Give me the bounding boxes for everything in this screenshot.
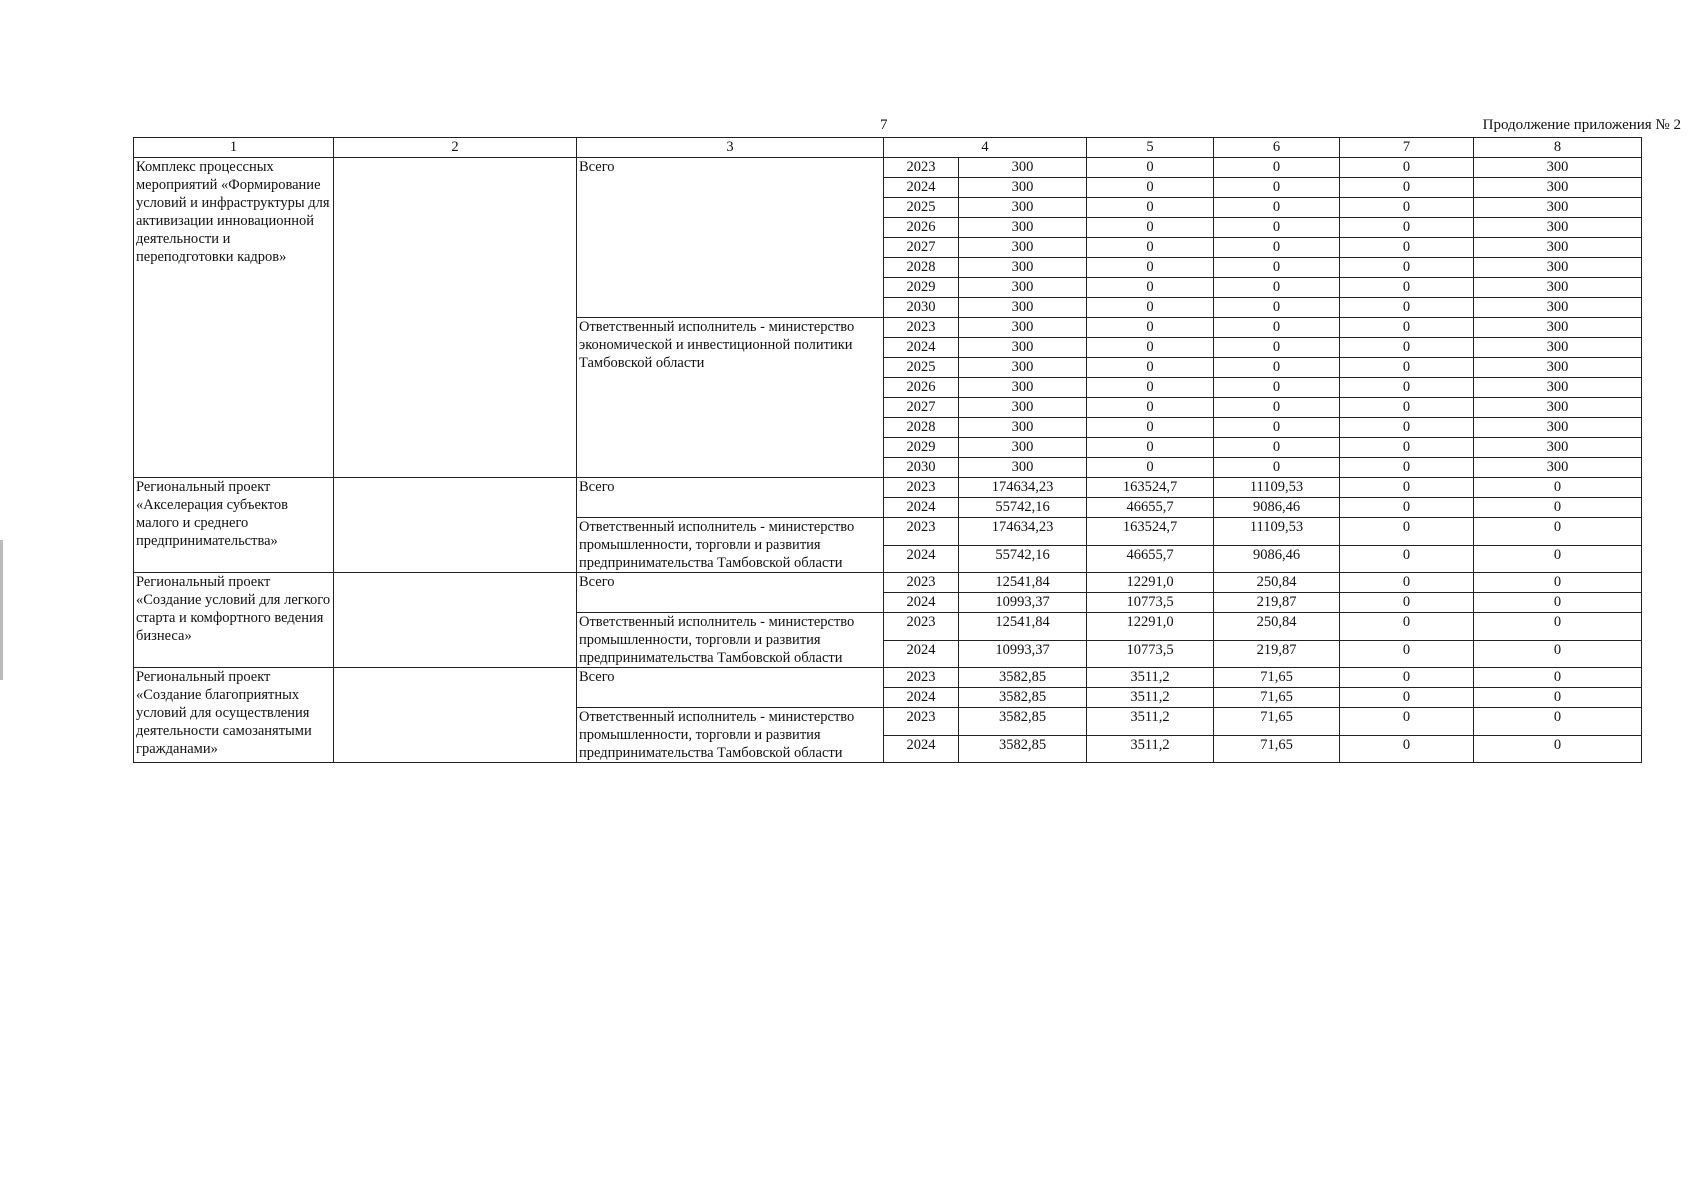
col8-value-cell: 0 <box>1474 735 1642 763</box>
col4-total-cell: 3582,85 <box>959 708 1087 736</box>
col4-total-cell: 300 <box>959 278 1087 298</box>
year-cell: 2023 <box>884 573 959 593</box>
col5-value-cell: 12291,0 <box>1087 613 1214 641</box>
col4-total-cell: 300 <box>959 238 1087 258</box>
col5-value-cell: 0 <box>1087 398 1214 418</box>
col6-value-cell: 11109,53 <box>1214 478 1340 498</box>
col7-value-cell: 0 <box>1340 458 1474 478</box>
col7-value-cell: 0 <box>1340 358 1474 378</box>
column-2-cell <box>334 668 577 763</box>
table-row <box>134 478 1642 498</box>
column-number-header <box>134 138 1642 158</box>
col6-value-cell: 0 <box>1214 278 1340 298</box>
col4-total-cell: 3582,85 <box>959 688 1087 708</box>
col5-value-cell: 10773,5 <box>1087 593 1214 613</box>
col6-value-cell: 71,65 <box>1214 735 1340 763</box>
col6-value-cell: 71,65 <box>1214 688 1340 708</box>
col6-value-cell: 71,65 <box>1214 708 1340 736</box>
year-cell: 2028 <box>884 258 959 278</box>
year-cell: 2029 <box>884 438 959 458</box>
col6-value-cell: 219,87 <box>1214 640 1340 668</box>
col6-value-cell: 0 <box>1214 198 1340 218</box>
col6-value-cell: 0 <box>1214 298 1340 318</box>
col8-value-cell: 0 <box>1474 593 1642 613</box>
col7-value-cell: 0 <box>1340 218 1474 238</box>
col5-value-cell: 0 <box>1087 358 1214 378</box>
header-row <box>134 138 1642 158</box>
col8-value-cell: 0 <box>1474 545 1642 573</box>
year-cell: 2030 <box>884 458 959 478</box>
col7-value-cell: 0 <box>1340 198 1474 218</box>
col7-value-cell: 0 <box>1340 498 1474 518</box>
col6-value-cell: 71,65 <box>1214 668 1340 688</box>
col6-value-cell: 219,87 <box>1214 593 1340 613</box>
header-col-8: 8 <box>1474 138 1642 158</box>
col6-value-cell: 0 <box>1214 318 1340 338</box>
col6-value-cell: 250,84 <box>1214 613 1340 641</box>
col8-value-cell: 300 <box>1474 298 1642 318</box>
col4-total-cell: 300 <box>959 318 1087 338</box>
col8-value-cell: 0 <box>1474 708 1642 736</box>
col6-value-cell: 0 <box>1214 338 1340 358</box>
program-name-cell: Комплекс процессных мероприятий «Формирование условий и инфраструктуры для активизации инновационной деятельности и переподготовки кадров» <box>134 158 334 478</box>
col7-value-cell: 0 <box>1340 708 1474 736</box>
col4-total-cell: 3582,85 <box>959 668 1087 688</box>
col5-value-cell: 3511,2 <box>1087 708 1214 736</box>
col5-value-cell: 163524,7 <box>1087 518 1214 546</box>
col5-value-cell: 46655,7 <box>1087 498 1214 518</box>
funding-source-cell: Всего <box>577 573 884 613</box>
year-cell: 2026 <box>884 218 959 238</box>
funding-source-cell: Ответственный исполнитель - министерство промышленности, торговли и развития предпринимательства Тамбовской области <box>577 518 884 573</box>
col8-value-cell: 300 <box>1474 318 1642 338</box>
col8-value-cell: 0 <box>1474 518 1642 546</box>
year-cell: 2024 <box>884 545 959 573</box>
col4-total-cell: 300 <box>959 298 1087 318</box>
header-col-4: 4 <box>884 138 1087 158</box>
col4-total-cell: 300 <box>959 258 1087 278</box>
col8-value-cell: 300 <box>1474 238 1642 258</box>
col5-value-cell: 10773,5 <box>1087 640 1214 668</box>
col7-value-cell: 0 <box>1340 438 1474 458</box>
col7-value-cell: 0 <box>1340 573 1474 593</box>
year-cell: 2024 <box>884 640 959 668</box>
year-cell: 2023 <box>884 613 959 641</box>
year-cell: 2024 <box>884 593 959 613</box>
col6-value-cell: 0 <box>1214 398 1340 418</box>
col6-value-cell: 9086,46 <box>1214 545 1340 573</box>
col7-value-cell: 0 <box>1340 278 1474 298</box>
col8-value-cell: 300 <box>1474 438 1642 458</box>
col7-value-cell: 0 <box>1340 258 1474 278</box>
year-cell: 2023 <box>884 708 959 736</box>
col6-value-cell: 9086,46 <box>1214 498 1340 518</box>
column-2-cell <box>334 573 577 668</box>
funding-source-cell: Всего <box>577 478 884 518</box>
col8-value-cell: 0 <box>1474 613 1642 641</box>
budget-table <box>133 137 1642 763</box>
col5-value-cell: 0 <box>1087 418 1214 438</box>
col5-value-cell: 46655,7 <box>1087 545 1214 573</box>
col4-total-cell: 10993,37 <box>959 640 1087 668</box>
col5-value-cell: 0 <box>1087 258 1214 278</box>
year-cell: 2024 <box>884 178 959 198</box>
col4-total-cell: 3582,85 <box>959 735 1087 763</box>
col4-total-cell: 55742,16 <box>959 545 1087 573</box>
col7-value-cell: 0 <box>1340 668 1474 688</box>
col8-value-cell: 300 <box>1474 358 1642 378</box>
col7-value-cell: 0 <box>1340 640 1474 668</box>
column-2-cell <box>334 478 577 573</box>
col7-value-cell: 0 <box>1340 318 1474 338</box>
col4-total-cell: 300 <box>959 418 1087 438</box>
col6-value-cell: 0 <box>1214 358 1340 378</box>
col8-value-cell: 300 <box>1474 338 1642 358</box>
col7-value-cell: 0 <box>1340 178 1474 198</box>
col5-value-cell: 0 <box>1087 438 1214 458</box>
column-2-cell <box>334 158 577 478</box>
col8-value-cell: 0 <box>1474 573 1642 593</box>
year-cell: 2023 <box>884 668 959 688</box>
col4-total-cell: 300 <box>959 398 1087 418</box>
year-cell: 2023 <box>884 518 959 546</box>
col5-value-cell: 0 <box>1087 158 1214 178</box>
col7-value-cell: 0 <box>1340 613 1474 641</box>
funding-source-cell: Всего <box>577 158 884 318</box>
header-col-2: 2 <box>334 138 577 158</box>
col8-value-cell: 300 <box>1474 258 1642 278</box>
col8-value-cell: 0 <box>1474 498 1642 518</box>
header-col-1: 1 <box>134 138 334 158</box>
col4-total-cell: 300 <box>959 198 1087 218</box>
col5-value-cell: 0 <box>1087 218 1214 238</box>
col7-value-cell: 0 <box>1340 298 1474 318</box>
col5-value-cell: 3511,2 <box>1087 735 1214 763</box>
funding-source-cell: Ответственный исполнитель - министерство промышленности, торговли и развития предпринимательства Тамбовской области <box>577 708 884 763</box>
col5-value-cell: 0 <box>1087 378 1214 398</box>
program-name-cell: Региональный проект «Акселерация субъектов малого и среднего предпринимательства» <box>134 478 334 573</box>
col6-value-cell: 0 <box>1214 418 1340 438</box>
col5-value-cell: 0 <box>1087 338 1214 358</box>
col7-value-cell: 0 <box>1340 518 1474 546</box>
header-col-7: 7 <box>1340 138 1474 158</box>
col8-value-cell: 300 <box>1474 398 1642 418</box>
col7-value-cell: 0 <box>1340 398 1474 418</box>
col4-total-cell: 174634,23 <box>959 518 1087 546</box>
col8-value-cell: 300 <box>1474 458 1642 478</box>
col8-value-cell: 300 <box>1474 218 1642 238</box>
funding-source-cell: Всего <box>577 668 884 708</box>
col7-value-cell: 0 <box>1340 735 1474 763</box>
col6-value-cell: 0 <box>1214 458 1340 478</box>
program-name-cell: Региональный проект «Создание благоприятных условий для осуществления деятельности самозанятыми гражданами» <box>134 668 334 763</box>
col4-total-cell: 174634,23 <box>959 478 1087 498</box>
header-col-3: 3 <box>577 138 884 158</box>
table-row <box>134 158 1642 178</box>
table-row <box>134 573 1642 593</box>
header-col-6: 6 <box>1214 138 1340 158</box>
col5-value-cell: 0 <box>1087 318 1214 338</box>
col6-value-cell: 0 <box>1214 258 1340 278</box>
col4-total-cell: 300 <box>959 218 1087 238</box>
year-cell: 2027 <box>884 398 959 418</box>
col5-value-cell: 3511,2 <box>1087 688 1214 708</box>
col7-value-cell: 0 <box>1340 238 1474 258</box>
col5-value-cell: 0 <box>1087 278 1214 298</box>
year-cell: 2024 <box>884 338 959 358</box>
funding-source-cell: Ответственный исполнитель - министерство промышленности, торговли и развития предпринимательства Тамбовской области <box>577 613 884 668</box>
col4-total-cell: 300 <box>959 338 1087 358</box>
scan-edge-mark <box>0 540 3 680</box>
year-cell: 2028 <box>884 418 959 438</box>
year-cell: 2023 <box>884 158 959 178</box>
program-name-cell: Региональный проект «Создание условий для легкого старта и комфортного ведения бизнеса» <box>134 573 334 668</box>
col7-value-cell: 0 <box>1340 545 1474 573</box>
col6-value-cell: 0 <box>1214 218 1340 238</box>
col5-value-cell: 163524,7 <box>1087 478 1214 498</box>
col4-total-cell: 12541,84 <box>959 613 1087 641</box>
col7-value-cell: 0 <box>1340 338 1474 358</box>
year-cell: 2024 <box>884 498 959 518</box>
col8-value-cell: 300 <box>1474 378 1642 398</box>
col8-value-cell: 300 <box>1474 198 1642 218</box>
year-cell: 2025 <box>884 358 959 378</box>
col8-value-cell: 0 <box>1474 478 1642 498</box>
col7-value-cell: 0 <box>1340 478 1474 498</box>
funding-source-cell: Ответственный исполнитель - министерство экономической и инвестиционной политики Тамбовской области <box>577 318 884 478</box>
col5-value-cell: 0 <box>1087 178 1214 198</box>
col8-value-cell: 300 <box>1474 178 1642 198</box>
col4-total-cell: 10993,37 <box>959 593 1087 613</box>
table-body <box>134 158 1642 763</box>
col4-total-cell: 300 <box>959 158 1087 178</box>
year-cell: 2026 <box>884 378 959 398</box>
col6-value-cell: 0 <box>1214 158 1340 178</box>
col8-value-cell: 0 <box>1474 640 1642 668</box>
page-number: 7 <box>880 117 888 133</box>
year-cell: 2030 <box>884 298 959 318</box>
year-cell: 2023 <box>884 478 959 498</box>
col6-value-cell: 250,84 <box>1214 573 1340 593</box>
col7-value-cell: 0 <box>1340 378 1474 398</box>
col4-total-cell: 55742,16 <box>959 498 1087 518</box>
col5-value-cell: 0 <box>1087 298 1214 318</box>
col5-value-cell: 0 <box>1087 198 1214 218</box>
col8-value-cell: 300 <box>1474 278 1642 298</box>
year-cell: 2024 <box>884 735 959 763</box>
col8-value-cell: 0 <box>1474 688 1642 708</box>
col7-value-cell: 0 <box>1340 593 1474 613</box>
year-cell: 2024 <box>884 688 959 708</box>
col8-value-cell: 0 <box>1474 668 1642 688</box>
col6-value-cell: 11109,53 <box>1214 518 1340 546</box>
col5-value-cell: 3511,2 <box>1087 668 1214 688</box>
col4-total-cell: 12541,84 <box>959 573 1087 593</box>
year-cell: 2025 <box>884 198 959 218</box>
col6-value-cell: 0 <box>1214 438 1340 458</box>
col6-value-cell: 0 <box>1214 178 1340 198</box>
col5-value-cell: 0 <box>1087 458 1214 478</box>
year-cell: 2027 <box>884 238 959 258</box>
year-cell: 2023 <box>884 318 959 338</box>
col6-value-cell: 0 <box>1214 378 1340 398</box>
header-col-5: 5 <box>1087 138 1214 158</box>
col4-total-cell: 300 <box>959 178 1087 198</box>
col7-value-cell: 0 <box>1340 158 1474 178</box>
col6-value-cell: 0 <box>1214 238 1340 258</box>
appendix-continuation-caption: Продолжение приложения № 2 <box>1482 117 1681 133</box>
col4-total-cell: 300 <box>959 378 1087 398</box>
col5-value-cell: 12291,0 <box>1087 573 1214 593</box>
col8-value-cell: 300 <box>1474 158 1642 178</box>
col8-value-cell: 300 <box>1474 418 1642 438</box>
year-cell: 2029 <box>884 278 959 298</box>
col7-value-cell: 0 <box>1340 418 1474 438</box>
col5-value-cell: 0 <box>1087 238 1214 258</box>
col7-value-cell: 0 <box>1340 688 1474 708</box>
col4-total-cell: 300 <box>959 358 1087 378</box>
table-row <box>134 668 1642 688</box>
col4-total-cell: 300 <box>959 458 1087 478</box>
col4-total-cell: 300 <box>959 438 1087 458</box>
